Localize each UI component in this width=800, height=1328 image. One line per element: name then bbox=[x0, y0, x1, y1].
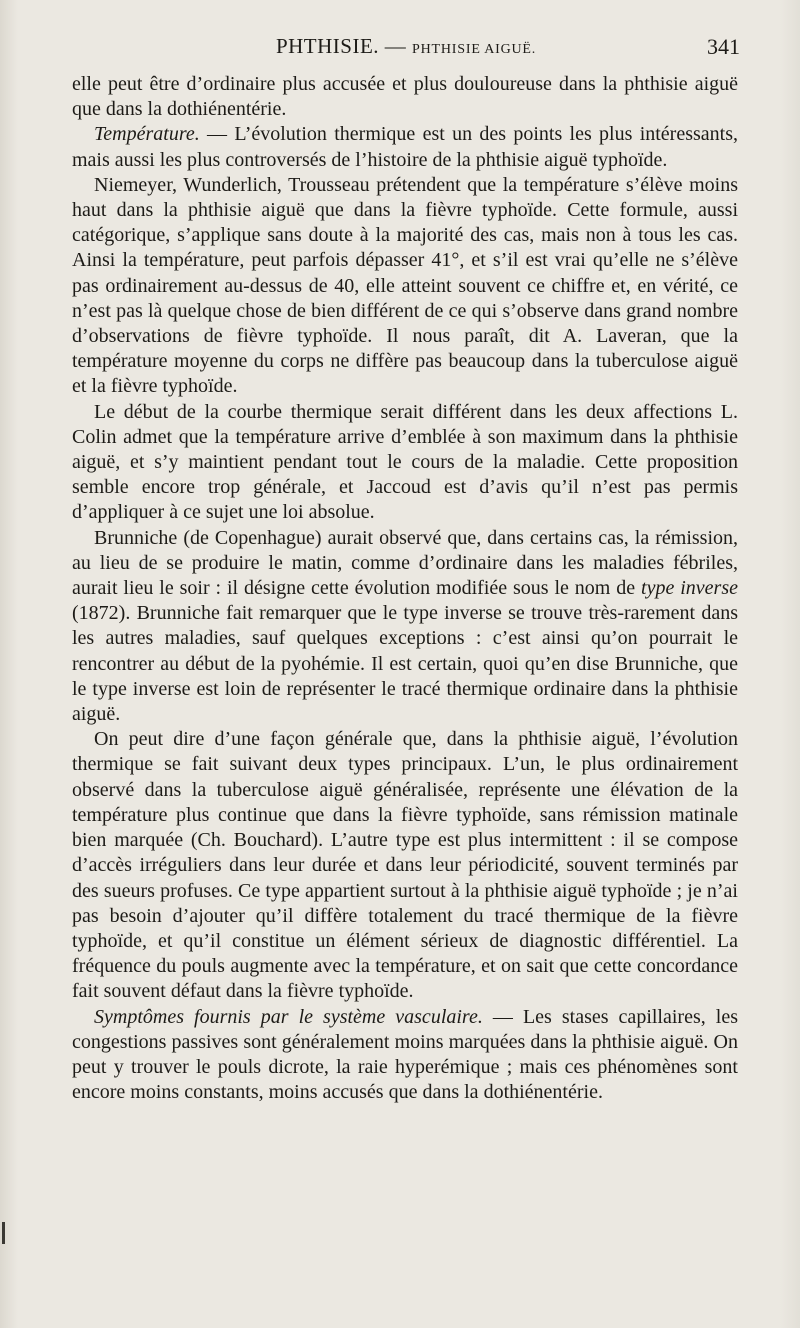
paragraph-continued: elle peut être d’ordinaire plus accusée et plus douloureuse dans la phthisie aiguë que dans la dothiénentérie. bbox=[72, 73, 738, 121]
paragraph-deux-types: On peut dire d’une façon générale que, dans la phthisie aiguë, l’évolution thermique se fait suivant deux types principaux. L’un, le plus ordinairement observé dans la tuberculose aiguë généralisée, représente une élévation de la température plus continue que dans la fièvre typhoïde, sans rémission matinale bien marquée (Ch. Bouchard). L’autre type est plus intermittent : il se compose d’accès irréguliers dans leur durée et dans leur périodicité, souvent terminés par des sueurs profuses. Ce type appartient surtout à la phthisie aiguë typhoïde ; je n’ai pas besoin d’ajouter qu’il diffère totalement du tracé thermique de la fièvre typhoïde, et qu’il constitue un élément sérieux de diagnostic différentiel. La fréquence du pouls augmente avec la température, et on sait que cette concordance fait souvent défaut dans la fièvre typhoïde. bbox=[72, 728, 738, 1003]
section-heading-symptomes: Symptômes fournis par le système vasculaire. bbox=[94, 1005, 483, 1028]
term-type-inverse: type inverse bbox=[641, 577, 738, 600]
page-number: 341 bbox=[707, 34, 740, 59]
page-header bbox=[72, 34, 740, 64]
paragraph-niemeyer: Niemeyer, Wunderlich, Trousseau prétendent que la température s’élève moins haut dans la phthisie aiguë que dans la fièvre typhoïde. Cette formule, aussi catégorique, s’applique sans doute à la majorité des cas, mais non à tous les cas. Ainsi la température, peut parfois dépasser 41°, et s’il est vrai qu’elle ne s’élève pas ordinairement au-dessus de 40, elle atteint souvent ce chiffre et, en vérité, ce n’est pas là quelque chose de bien différent de ce qui s’observe dans grand nombre d’observations de fièvre typhoïde. Il nous paraît, dit A. Laveran, que la température moyenne du corps ne diffère pas beaucoup dans la tuberculose aiguë et la fièvre typhoïde. bbox=[72, 173, 738, 398]
paragraph-symptomes-text: — Les stases capillaires, les congestions passives sont généralement moins marquées dans la phthisie aiguë. On peut y trouver le pouls dicrote, la raie hyperémique ; mais ces phénomènes sont encore moins constants, moins accusés que dans la dothiénentérie. bbox=[72, 1005, 738, 1104]
running-title-main: PHTHISIE. bbox=[275, 34, 380, 58]
paragraph-symptomes bbox=[72, 1005, 738, 1106]
body-text bbox=[72, 72, 738, 1105]
paragraph-brunniche: Brunniche (de Copenhague) aurait observé que, dans certains cas, la rémission, au lieu de se produire le matin, comme d’ordinaire dans les maladies fébriles, aurait lieu le soir : il désigne cette évolution modifiée sous le nom de type inverse (1872). Brunniche fait remarquer que le type inverse se trouve très-rarement dans les autres maladies, sauf quelques exceptions : c’est ainsi qu’on pourrait le rencontrer au début de la pyohémie. Il est certain, quoi qu’en dise Brunniche, que le type inverse est loin de représenter le tracé thermique ordinaire dans la phthisie aiguë. bbox=[72, 526, 738, 726]
margin-mark bbox=[2, 1222, 5, 1244]
running-title bbox=[72, 34, 740, 59]
running-title-separator: — bbox=[384, 34, 413, 58]
running-title-sub: PHTHISIE AIGUË. bbox=[412, 42, 537, 57]
paragraph-temperature-text: — L’évolution thermique est un des points les plus intéressants, mais aussi les plus controversés de l’histoire de la phthisie aiguë typhoïde. bbox=[72, 123, 738, 171]
paragraph-temperature bbox=[72, 122, 738, 172]
paragraph-debut-courbe: Le début de la courbe thermique serait différent dans les deux affections L. Colin admet que la température arrive d’emblée à son maximum dans la phthisie aiguë, et s’y maintient pendant tout le cours de la maladie. Cette proposition semble encore trop générale, et Jaccoud est d’avis qu’il n’est pas permis d’appliquer à ce sujet une loi absolue. bbox=[72, 400, 738, 524]
section-heading-temperature: Température. bbox=[94, 123, 200, 146]
